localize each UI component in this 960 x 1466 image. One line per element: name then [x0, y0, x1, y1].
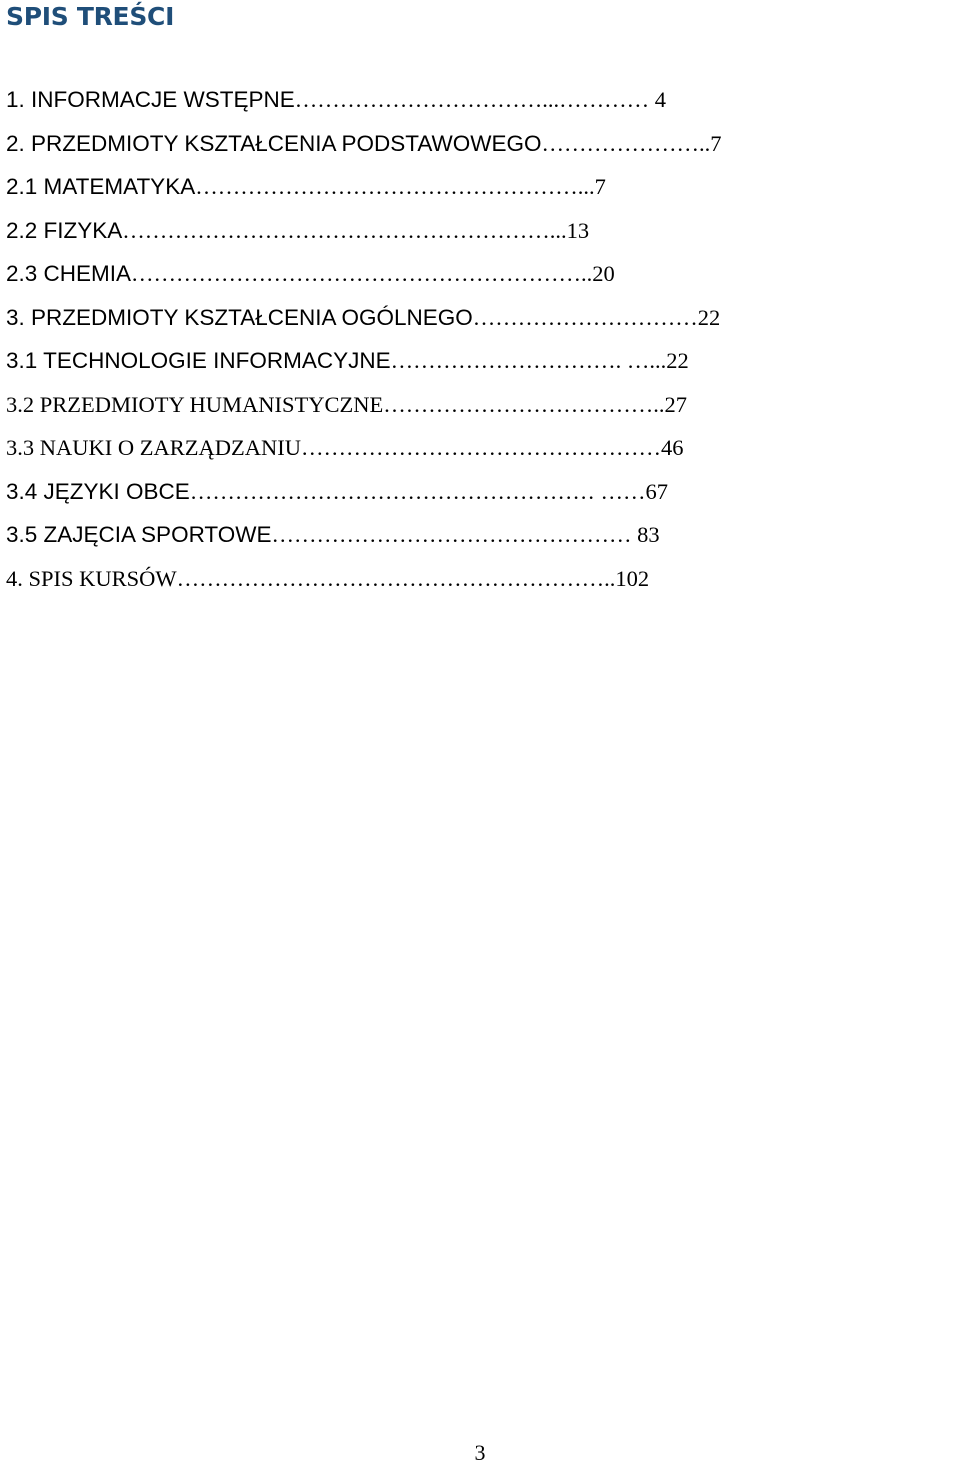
toc-entry-text: 1. INFORMACJE WSTĘPNE: [6, 87, 295, 112]
page-number: 3: [474, 1440, 486, 1465]
toc-entry-page: 7: [594, 174, 606, 199]
toc-list: [6, 85, 952, 607]
toc-entry-leader: ……………………………………………………..: [131, 261, 593, 286]
toc-heading: SPIS TREŚCI: [6, 2, 175, 31]
toc-entry-text: 2.3 CHEMIA: [6, 261, 132, 286]
toc-entry-text: 3.5 ZAJĘCIA SPORTOWE: [6, 522, 272, 547]
toc-entry-leader: ………………………………..: [383, 391, 665, 417]
toc-entry-page: 20: [592, 261, 615, 286]
toc-entry: [6, 259, 952, 303]
toc-entry-page: 27: [664, 391, 688, 417]
toc-entry-text: 2. PRZEDMIOTY KSZTAŁCENIA PODSTAWOWEGO: [6, 130, 542, 156]
toc-entry-page: 13: [566, 217, 590, 243]
toc-entry-page: 4: [654, 87, 667, 112]
toc-entry: [6, 216, 952, 260]
toc-entry-page: 7: [710, 130, 722, 156]
toc-entry: [6, 346, 952, 390]
toc-entry-text: 3.3 NAUKI O ZARZĄDZANIU: [6, 435, 301, 460]
toc-entry-text: 3. PRZEDMIOTY KSZTAŁCENIA OGÓLNEGO: [6, 304, 473, 330]
toc-entry-text: 3.1 TECHNOLOGIE INFORMACYJNE: [6, 348, 391, 373]
toc-entry-text: 3.4 JĘZYKI OBCE: [6, 478, 190, 504]
toc-entry-text: 2.1 MATEMATYKA: [6, 174, 196, 199]
toc-entry: [6, 564, 952, 608]
toc-entry-leader: …………………………………………: [300, 435, 661, 460]
toc-entry: [6, 129, 952, 173]
toc-entry: [6, 520, 952, 564]
toc-entry-leader: …………………………………………………...: [122, 217, 567, 243]
toc-entry-page: 102: [615, 565, 650, 591]
toc-entry-text: 3.2 PRZEDMIOTY HUMANISTYCZNE: [6, 391, 384, 417]
toc-entry: [6, 85, 952, 129]
toc-entry-page: 83: [637, 522, 660, 547]
toc-entry-leader: …………………………. …...: [390, 348, 667, 373]
toc-entry-leader: …………………………: [472, 304, 698, 330]
toc-entry: [6, 433, 952, 477]
toc-entry: [6, 477, 952, 521]
toc-entry-leader: …………………………………………: [271, 522, 638, 547]
toc-entry: [6, 390, 952, 434]
toc-entry-page: 22: [666, 348, 689, 373]
toc-entry-page: 46: [660, 435, 684, 460]
toc-entry-page: 22: [697, 304, 721, 330]
toc-entry-leader: ……………………………………………...: [195, 174, 595, 199]
toc-entry-leader: ……………………………...…………: [294, 87, 655, 112]
toc-entry-page: 67: [645, 478, 668, 504]
toc-entry-leader: …………………..: [541, 130, 711, 156]
toc-entry-text: 2.2 FIZYKA: [6, 217, 123, 243]
toc-entry: [6, 172, 952, 216]
toc-entry-leader: …………………………………………………..: [176, 565, 616, 591]
toc-entry-leader: ……………………………………………… ……: [189, 478, 646, 504]
toc-entry: [6, 303, 952, 347]
toc-entry-text: 4. SPIS KURSÓW: [6, 565, 177, 591]
